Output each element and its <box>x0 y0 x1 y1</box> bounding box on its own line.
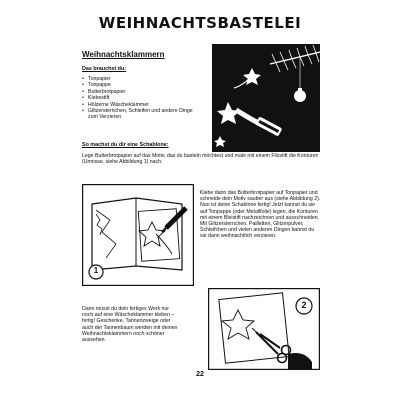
figure-1-number: 1 <box>93 266 99 275</box>
section-heading: Weihnachtsklammern <box>82 50 165 59</box>
figure-2-illustration <box>208 288 320 370</box>
page-title: WEIHNACHTSBASTELEI <box>98 14 302 32</box>
list-item: • Butterbrotpapier <box>82 89 202 95</box>
step2-text: Klebe dann das Butterbrotpapier auf Tonpapier und schneide dein Motiv sauber aus (siehe Abbildung 2). Nun ist deine Schablone fertig! Jetzt kannst du sie auf Tonpappe (oder Metallfolie) legen, die Konturen mit einem Bleistift nachzeichnen und ausschneiden. Mit Glitzersternchen, Pailletten, Glitzerpulver, Schleifchen und vielen anderen Dingen kannst du sie dann weihnachtlich verzieren. <box>200 190 321 240</box>
materials-heading: Das brauchst du: <box>82 66 127 72</box>
list-item: • Klebestift <box>82 95 202 101</box>
materials-list <box>82 76 202 121</box>
page-number: 22 <box>196 371 204 378</box>
shooting-star-illustration <box>212 44 320 152</box>
step1-text: Lege Butterbrotpapier auf das Motiv, das du basteln möchtest und male mit einem Filzstift die Konturen (Umrisse, siehe Abbildung 1) nach. <box>82 153 319 166</box>
stencil-heading: So machst du dir eine Schablone: <box>82 142 169 148</box>
list-item: • Tonpappe <box>82 82 202 88</box>
list-item: • Tonpapier <box>82 76 202 82</box>
list-item: • Glitzersternchen, Schleifen und andere Dinge zum Verzieren <box>82 108 202 121</box>
figure-1-illustration <box>82 184 194 286</box>
step3-text: Dann musst du dein fertiges Werk nur noch auf eine Wäscheklammer kleben – fertig! Geschenke, Tannenzweige oder auch der Tannenbaum werden mit deinen Weihnachtsklammern noch schöner aussehen. <box>82 306 178 344</box>
list-item: • Hölzerne Wäscheklammer <box>82 102 202 108</box>
figure-2-number: 2 <box>301 300 307 310</box>
